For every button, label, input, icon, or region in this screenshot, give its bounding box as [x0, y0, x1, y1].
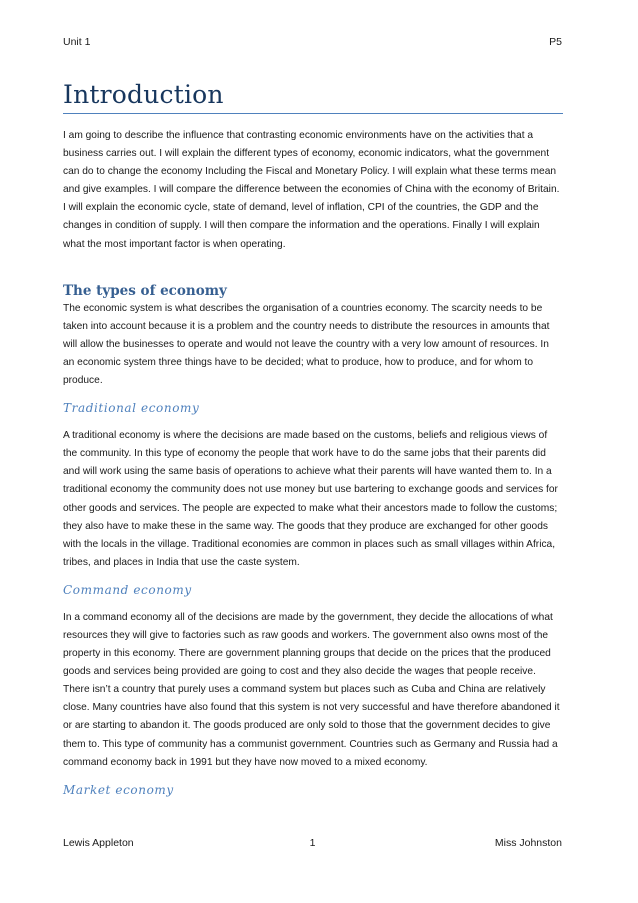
header-code: P5 [549, 36, 562, 48]
traditional-paragraph: A traditional economy is where the decisions are made based on the customs, beliefs and religious views of the community. In this type of economy the people that work have to do the same jobs that their parents did and will work using the same basis of operations to achieve what their parents will have wanted them to. In a traditional economy the community does not use money but use bartering to exchange goods and services for other goods and services. The people are expected to make what their ancestors made to follow the customs; they also have to make these in the same way. The goods that they produce are exchanged for other goods with the locals in the village. Traditional economies are common in places such as small villages within Africa, tribes, and places in India that use the caste system. [63, 430, 558, 568]
types-heading: The types of economy [63, 282, 227, 299]
page-title: Introduction [63, 80, 224, 109]
footer-teacher: Miss Johnston [494, 837, 562, 849]
command-heading: Command economy [63, 582, 192, 597]
document-body [63, 127, 563, 799]
types-paragraph: The economic system is what describes the organisation of a countries economy. The scarcity needs to be taken into account because it is a problem and the country needs to distribute the resources in amounts that will allow the businesses to operate and would not leave the country with a very low amount of resources. In an economic system three things have to be decided; what to produce, how to produce, and for whom to produce. [63, 302, 550, 387]
header-unit: Unit 1 [63, 36, 91, 48]
footer-page-number: 1 [309, 837, 316, 849]
title-underline [63, 113, 563, 114]
footer-author: Lewis Appleton [63, 837, 134, 849]
market-heading: Market economy [63, 782, 174, 797]
command-paragraph: In a command economy all of the decisions are made by the government, they decide the allocations of what resources they will give to factories such as raw goods and workers. The government also owns most of the property in this economy. There are government planning groups that decide on the prices that the produced goods and services being provided are going to cost and they also decide the wages that people receive. There isn’t a country that purely uses a command system but places such as Cuba and China are relatively close. Many countries have also found that this system is not very successful and have therefore abandoned it or are starting to abandon it. The goods produced are only sold to those that the government decides to give them to. This type of community has a communist government. Countries such as Germany and Russia had a command economy back in 1991 but they have now moved to a mixed economy. [63, 611, 560, 768]
intro-paragraph: I am going to describe the influence that contrasting economic environments have on the activities that a business carries out. I will explain the different types of economy, economic indicators, what the government can do to change the economy Including the Fiscal and Monetary Policy. I will explain what these terms mean and give examples. I will compare the difference between the economies of China with the economy of Britain. I will explain the economic cycle, state of demand, level of inflation, CPI of the countries, the GDP and the changes in condition of supply. I will then compare the information and the operations. Finally I will explain what the most important factor is when operating. [63, 130, 560, 250]
traditional-heading: Traditional economy [63, 401, 200, 416]
